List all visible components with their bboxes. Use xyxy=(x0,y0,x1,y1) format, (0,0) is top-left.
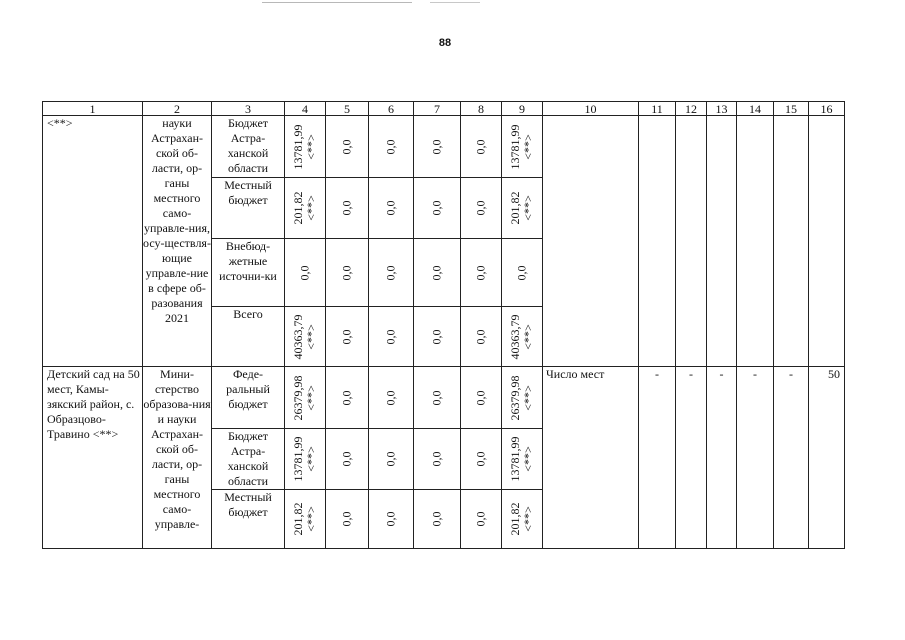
empty-cell xyxy=(774,116,809,367)
value-cell-9: 40363,79 <**> xyxy=(502,307,543,367)
value-cell-4: 13781,99 <**> xyxy=(285,429,326,490)
value-cell-5: 0,0 xyxy=(326,307,369,367)
value-cell-4: 13781,99 <**> xyxy=(285,116,326,178)
value-cell-4: 26379,98 <**> xyxy=(285,367,326,429)
funding-source-cell: Местный бюджет xyxy=(212,178,285,239)
value-cell-7: 0,0 xyxy=(414,239,461,307)
value-cell-9: 13781,99 <**> xyxy=(502,116,543,178)
value-cell-13: - xyxy=(707,367,737,549)
header-cell-13: 13 xyxy=(707,102,737,116)
empty-cell xyxy=(809,116,845,367)
object-name-cell: Детский сад на 50 мест, Камы-зякский район, с. Образцово-Травино <**> xyxy=(43,367,143,549)
empty-cell xyxy=(676,116,707,367)
value-cell-8: 0,0 xyxy=(461,178,502,239)
value-cell-5: 0,0 xyxy=(326,178,369,239)
empty-cell xyxy=(707,116,737,367)
value-cell-7: 0,0 xyxy=(414,116,461,178)
value-cell-8: 0,0 xyxy=(461,367,502,429)
scan-artifact-line xyxy=(262,2,412,3)
header-cell-11: 11 xyxy=(639,102,676,116)
value-cell-9: 0,0 xyxy=(502,239,543,307)
value-cell-4: 201,82 <**> xyxy=(285,178,326,239)
header-cell-3: 3 xyxy=(212,102,285,116)
header-cell-16: 16 xyxy=(809,102,845,116)
value-cell-14: - xyxy=(737,367,774,549)
header-cell-10: 10 xyxy=(543,102,639,116)
funding-source-cell: Местный бюджет xyxy=(212,490,285,549)
value-cell-5: 0,0 xyxy=(326,490,369,549)
header-cell-8: 8 xyxy=(461,102,502,116)
value-cell-4: 0,0 xyxy=(285,239,326,307)
table-row xyxy=(43,116,845,178)
value-cell-9: 13781,99 <**> xyxy=(502,429,543,490)
header-cell-7: 7 xyxy=(414,102,461,116)
page-number: 88 xyxy=(438,37,452,49)
header-cell-12: 12 xyxy=(676,102,707,116)
value-cell-5: 0,0 xyxy=(326,239,369,307)
funding-source-cell: Внебюд-жетные источни-ки xyxy=(212,239,285,307)
value-cell-6: 0,0 xyxy=(369,116,414,178)
value-cell-8: 0,0 xyxy=(461,116,502,178)
funding-source-cell: Всего xyxy=(212,307,285,367)
value-cell-12: - xyxy=(676,367,707,549)
value-cell-8: 0,0 xyxy=(461,490,502,549)
value-cell-5: 0,0 xyxy=(326,367,369,429)
value-cell-9: 26379,98 <**> xyxy=(502,367,543,429)
value-cell-15: - xyxy=(774,367,809,549)
value-cell-7: 0,0 xyxy=(414,490,461,549)
value-cell-6: 0,0 xyxy=(369,367,414,429)
value-cell-5: 0,0 xyxy=(326,116,369,178)
header-cell-5: 5 xyxy=(326,102,369,116)
header-cell-14: 14 xyxy=(737,102,774,116)
value-cell-11: - xyxy=(639,367,676,549)
value-cell-7: 0,0 xyxy=(414,178,461,239)
value-cell-7: 0,0 xyxy=(414,307,461,367)
header-cell-6: 6 xyxy=(369,102,414,116)
empty-cell xyxy=(737,116,774,367)
indicator-cell: Число мест xyxy=(543,367,639,549)
value-cell-9: 201,82 <**> xyxy=(502,490,543,549)
value-cell-7: 0,0 xyxy=(414,429,461,490)
empty-cell xyxy=(639,116,676,367)
value-cell-8: 0,0 xyxy=(461,429,502,490)
value-cell-6: 0,0 xyxy=(369,178,414,239)
indicator-cell xyxy=(543,116,639,367)
budget-table xyxy=(42,101,845,549)
header-cell-15: 15 xyxy=(774,102,809,116)
header-cell-1: 1 xyxy=(43,102,143,116)
value-cell-6: 0,0 xyxy=(369,307,414,367)
value-cell-5: 0,0 xyxy=(326,429,369,490)
header-row xyxy=(43,102,845,116)
value-cell-6: 0,0 xyxy=(369,239,414,307)
value-cell-16: 50 xyxy=(809,367,845,549)
object-name-cell: <**> xyxy=(43,116,143,367)
value-cell-8: 0,0 xyxy=(461,239,502,307)
funding-source-cell: Бюджет Астра-ханской области xyxy=(212,116,285,178)
value-cell-6: 0,0 xyxy=(369,429,414,490)
value-cell-9: 201,82 <**> xyxy=(502,178,543,239)
value-cell-8: 0,0 xyxy=(461,307,502,367)
value-cell-7: 0,0 xyxy=(414,367,461,429)
scan-artifact-line-2 xyxy=(430,2,480,3)
table-row xyxy=(43,367,845,429)
value-cell-4: 40363,79 <**> xyxy=(285,307,326,367)
funding-source-cell: Феде-ральный бюджет xyxy=(212,367,285,429)
header-cell-9: 9 xyxy=(502,102,543,116)
value-cell-4: 201,82 <**> xyxy=(285,490,326,549)
value-cell-6: 0,0 xyxy=(369,490,414,549)
executor-cell: науки Астрахан-ской об-ласти, ор-ганы местного само-управле-ния, осу-ществля-ющие управле-ние в сфере об-разования 2021 xyxy=(143,116,212,367)
executor-cell: Мини-стерство образова-ния и науки Астрахан-ской об-ласти, ор-ганы местного само-управле- xyxy=(143,367,212,549)
header-cell-2: 2 xyxy=(143,102,212,116)
funding-source-cell: Бюджет Астра-ханской области xyxy=(212,429,285,490)
header-cell-4: 4 xyxy=(285,102,326,116)
